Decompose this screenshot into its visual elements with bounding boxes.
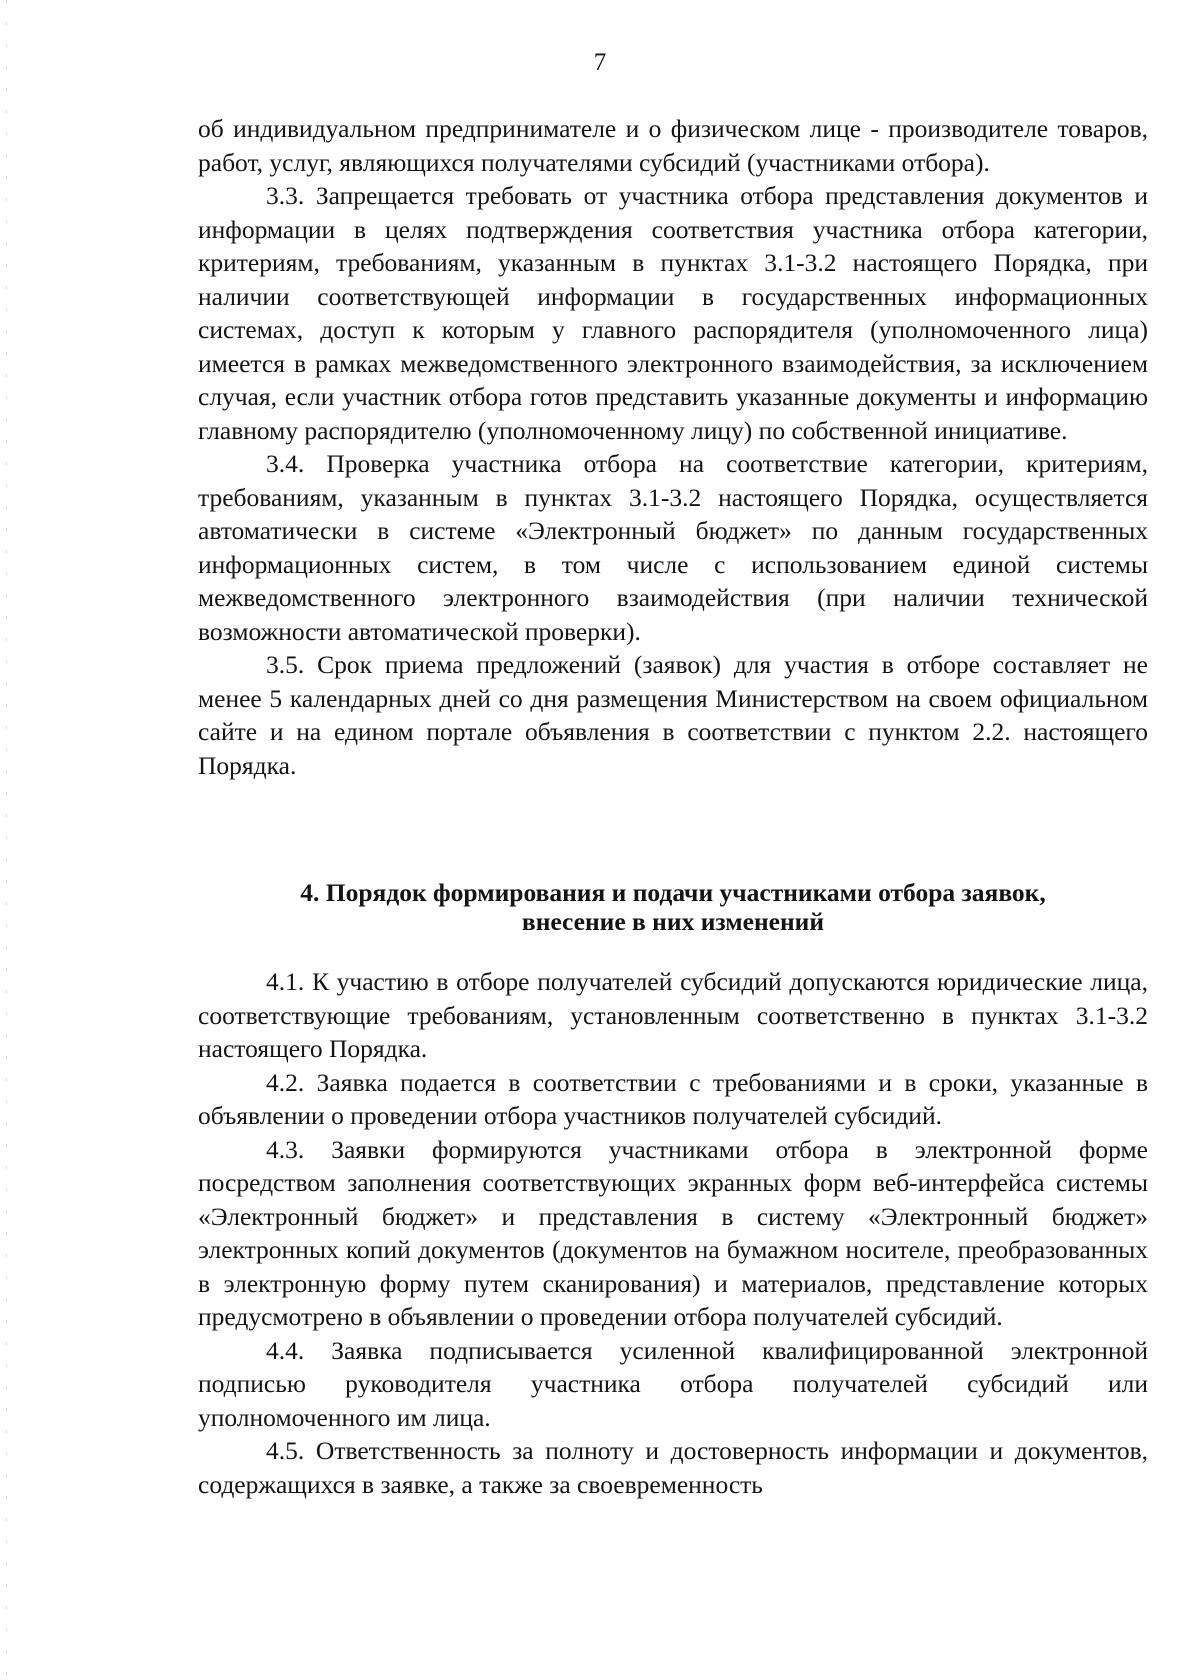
body-text-bottom xyxy=(198,965,1148,1501)
section-heading-line-1: 4. Порядок формирования и подачи участниками отбора заявок, xyxy=(300,878,1046,907)
paragraph-3-4: 3.4. Проверка участника отбора на соответствие категории, критериям, требованиям, указанным в пунктах 3.1-3.2 настоящего Порядка, осуществляется автоматически в системе «Электронный бюджет» по данным государственных информационных систем, в том числе с использованием единой системы межведомственного электронного взаимодействия (при наличии технической возможности автоматической проверки). xyxy=(198,449,1148,646)
paragraph-3-5: 3.5. Срок приема предложений (заявок) для участия в отборе составляет не менее 5 календарных дней со дня размещения Министерством на своем официальном сайте и на едином портале объявления в соответствии с пунктом 2.2. настоящего Порядка. xyxy=(198,650,1148,780)
section-heading xyxy=(198,878,1148,936)
paragraph-3-3: 3.3. Запрещается требовать от участника отбора представления документов и информации в целях подтверждения соответствия участника отбора категории, критериям, требованиям, указанным в пунктах 3.1-3.2 настоящего Порядка, при наличии соответствующей информации в государственных информационных системах, доступ к которым у главного распорядителя (уполномоченного лица) имеется в рамках межведомственного электронного взаимодействия, за исключением случая, если участник отбора готов представить указанные документы и информацию главному распорядителю (уполномоченному лицу) по собственной инициативе. xyxy=(198,181,1148,445)
paragraph-4-5: 4.5. Ответственность за полноту и достоверность информации и документов, содержащихся в заявке, а также за своевременность xyxy=(198,1436,1148,1499)
page-number: 7 xyxy=(593,49,607,76)
paragraph-4-3: 4.3. Заявки формируются участниками отбора в электронной форме посредством заполнения соответствующих экранных форм веб-интерфейса системы «Электронный бюджет» и представления в систему «Электронный бюджет» электронных копий документов (документов на бумажном носителе, преобразованных в электронную форму путем сканирования) и материалов, представление которых предусмотрено в объявлении о проведении отбора получателей субсидий. xyxy=(198,1134,1148,1331)
scan-edge-marks xyxy=(6,0,7,1680)
paragraph-4-1: 4.1. К участию в отборе получателей субсидий допускаются юридические лица, соответствующие требованиям, установленным соответственно в пунктах 3.1-3.2 настоящего Порядка. xyxy=(198,967,1148,1063)
paragraph-4-2: 4.2. Заявка подается в соответствии с требованиями и в сроки, указанные в объявлении о проведении отбора участников получателей субсидий. xyxy=(198,1067,1148,1130)
section-heading-line-2: внесение в них изменений xyxy=(521,907,825,936)
body-text-top xyxy=(198,112,1148,782)
paragraph-4-4: 4.4. Заявка подписывается усиленной квалифицированной электронной подписью руководителя участника отбора получателей субсидий или уполномоченного им лица. xyxy=(198,1335,1148,1432)
paragraph-continuation: об индивидуальном предпринимателе и о физическом лице - производителе товаров, работ, услуг, являющихся получателями субсидий (участниками отбора). xyxy=(198,114,1148,177)
